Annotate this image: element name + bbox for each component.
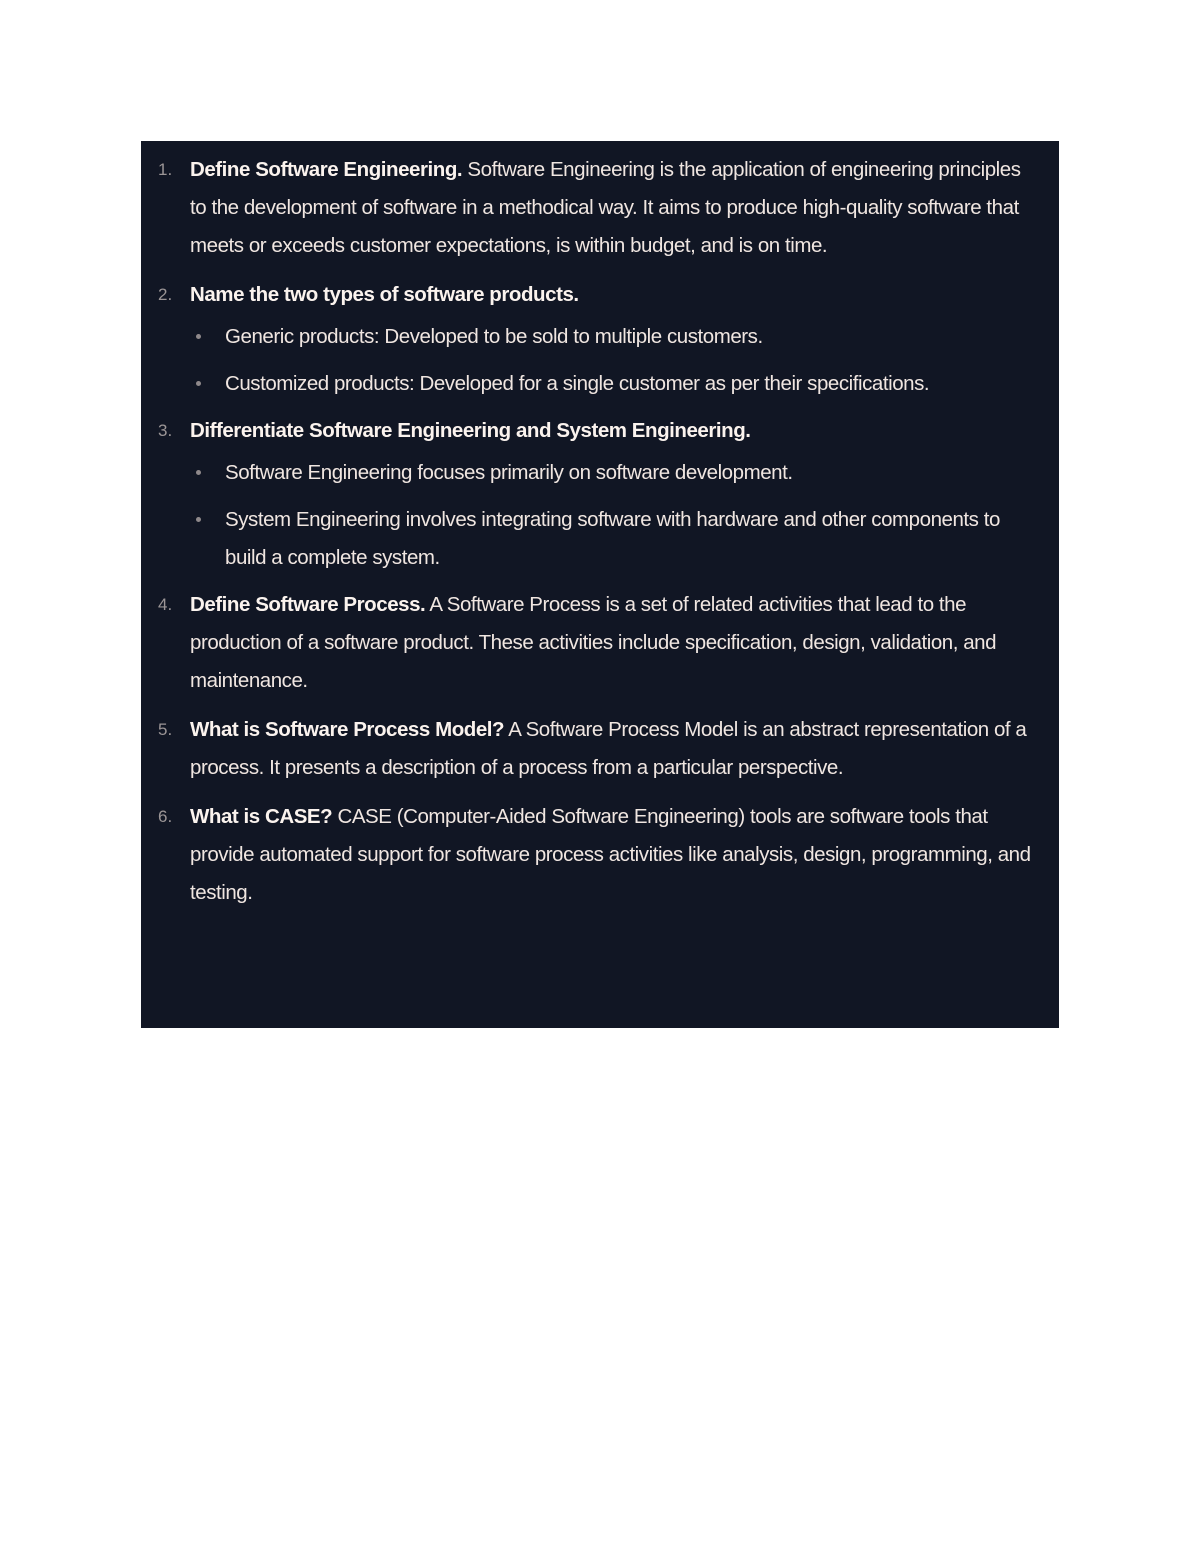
bullet-dot-icon: [196, 470, 201, 475]
question-title: What is Software Process Model?: [190, 718, 505, 741]
bullet-item: [190, 318, 1039, 356]
question-item-4: [141, 586, 1039, 700]
question-title: Differentiate Software Engineering and System Engineering.: [190, 419, 751, 442]
content-panel: [141, 141, 1059, 1028]
question-item-2: [141, 276, 1039, 403]
question-number: 6.: [158, 807, 173, 826]
question-number: 4.: [158, 595, 173, 614]
question-title: Name the two types of software products.: [190, 283, 579, 306]
bullet-item: [190, 454, 1039, 492]
question-answer: Software Engineering is the application of engineering principles to the development of software in a methodical way. It aims to produce high-quality software that meets or exceeds customer expectations, is within budget, and is on time.: [190, 158, 1021, 257]
question-answer: A Software Process is a set of related activities that lead to the production of a software product. These activities include specification, design, validation, and maintenance.: [190, 593, 997, 692]
question-number: 5.: [158, 720, 173, 739]
question-title: Define Software Process.: [190, 593, 426, 616]
question-number: 2.: [158, 285, 173, 304]
answer-bullet-list: [190, 454, 1039, 577]
bullet-text: Software Engineering focuses primarily on software development.: [225, 461, 793, 484]
question-answer: CASE (Computer-Aided Software Engineering) tools are software tools that provide automated support for software process activities like analysis, design, programming, and testing.: [190, 805, 1031, 904]
bullet-item: [190, 365, 1039, 403]
bullet-text: Customized products: Developed for a single customer as per their specifications.: [225, 372, 930, 395]
bullet-item: [190, 501, 1039, 577]
question-list: [141, 151, 1039, 912]
bullet-dot-icon: [196, 334, 201, 339]
bullet-dot-icon: [196, 517, 201, 522]
answer-bullet-list: [190, 318, 1039, 403]
question-item-6: [141, 798, 1039, 912]
question-number: 1.: [158, 160, 173, 179]
question-item-5: [141, 711, 1039, 787]
bullet-text: System Engineering involves integrating software with hardware and other components to build a complete system.: [225, 508, 1000, 569]
bullet-dot-icon: [196, 381, 201, 386]
question-item-1: [141, 151, 1039, 265]
question-title: What is CASE?: [190, 805, 333, 828]
question-item-3: [141, 412, 1039, 577]
bullet-text: Generic products: Developed to be sold to multiple customers.: [225, 325, 763, 348]
question-answer: A Software Process Model is an abstract representation of a process. It presents a description of a process from a particular perspective.: [190, 718, 1027, 779]
question-number: 3.: [158, 421, 173, 440]
question-title: Define Software Engineering.: [190, 158, 463, 181]
